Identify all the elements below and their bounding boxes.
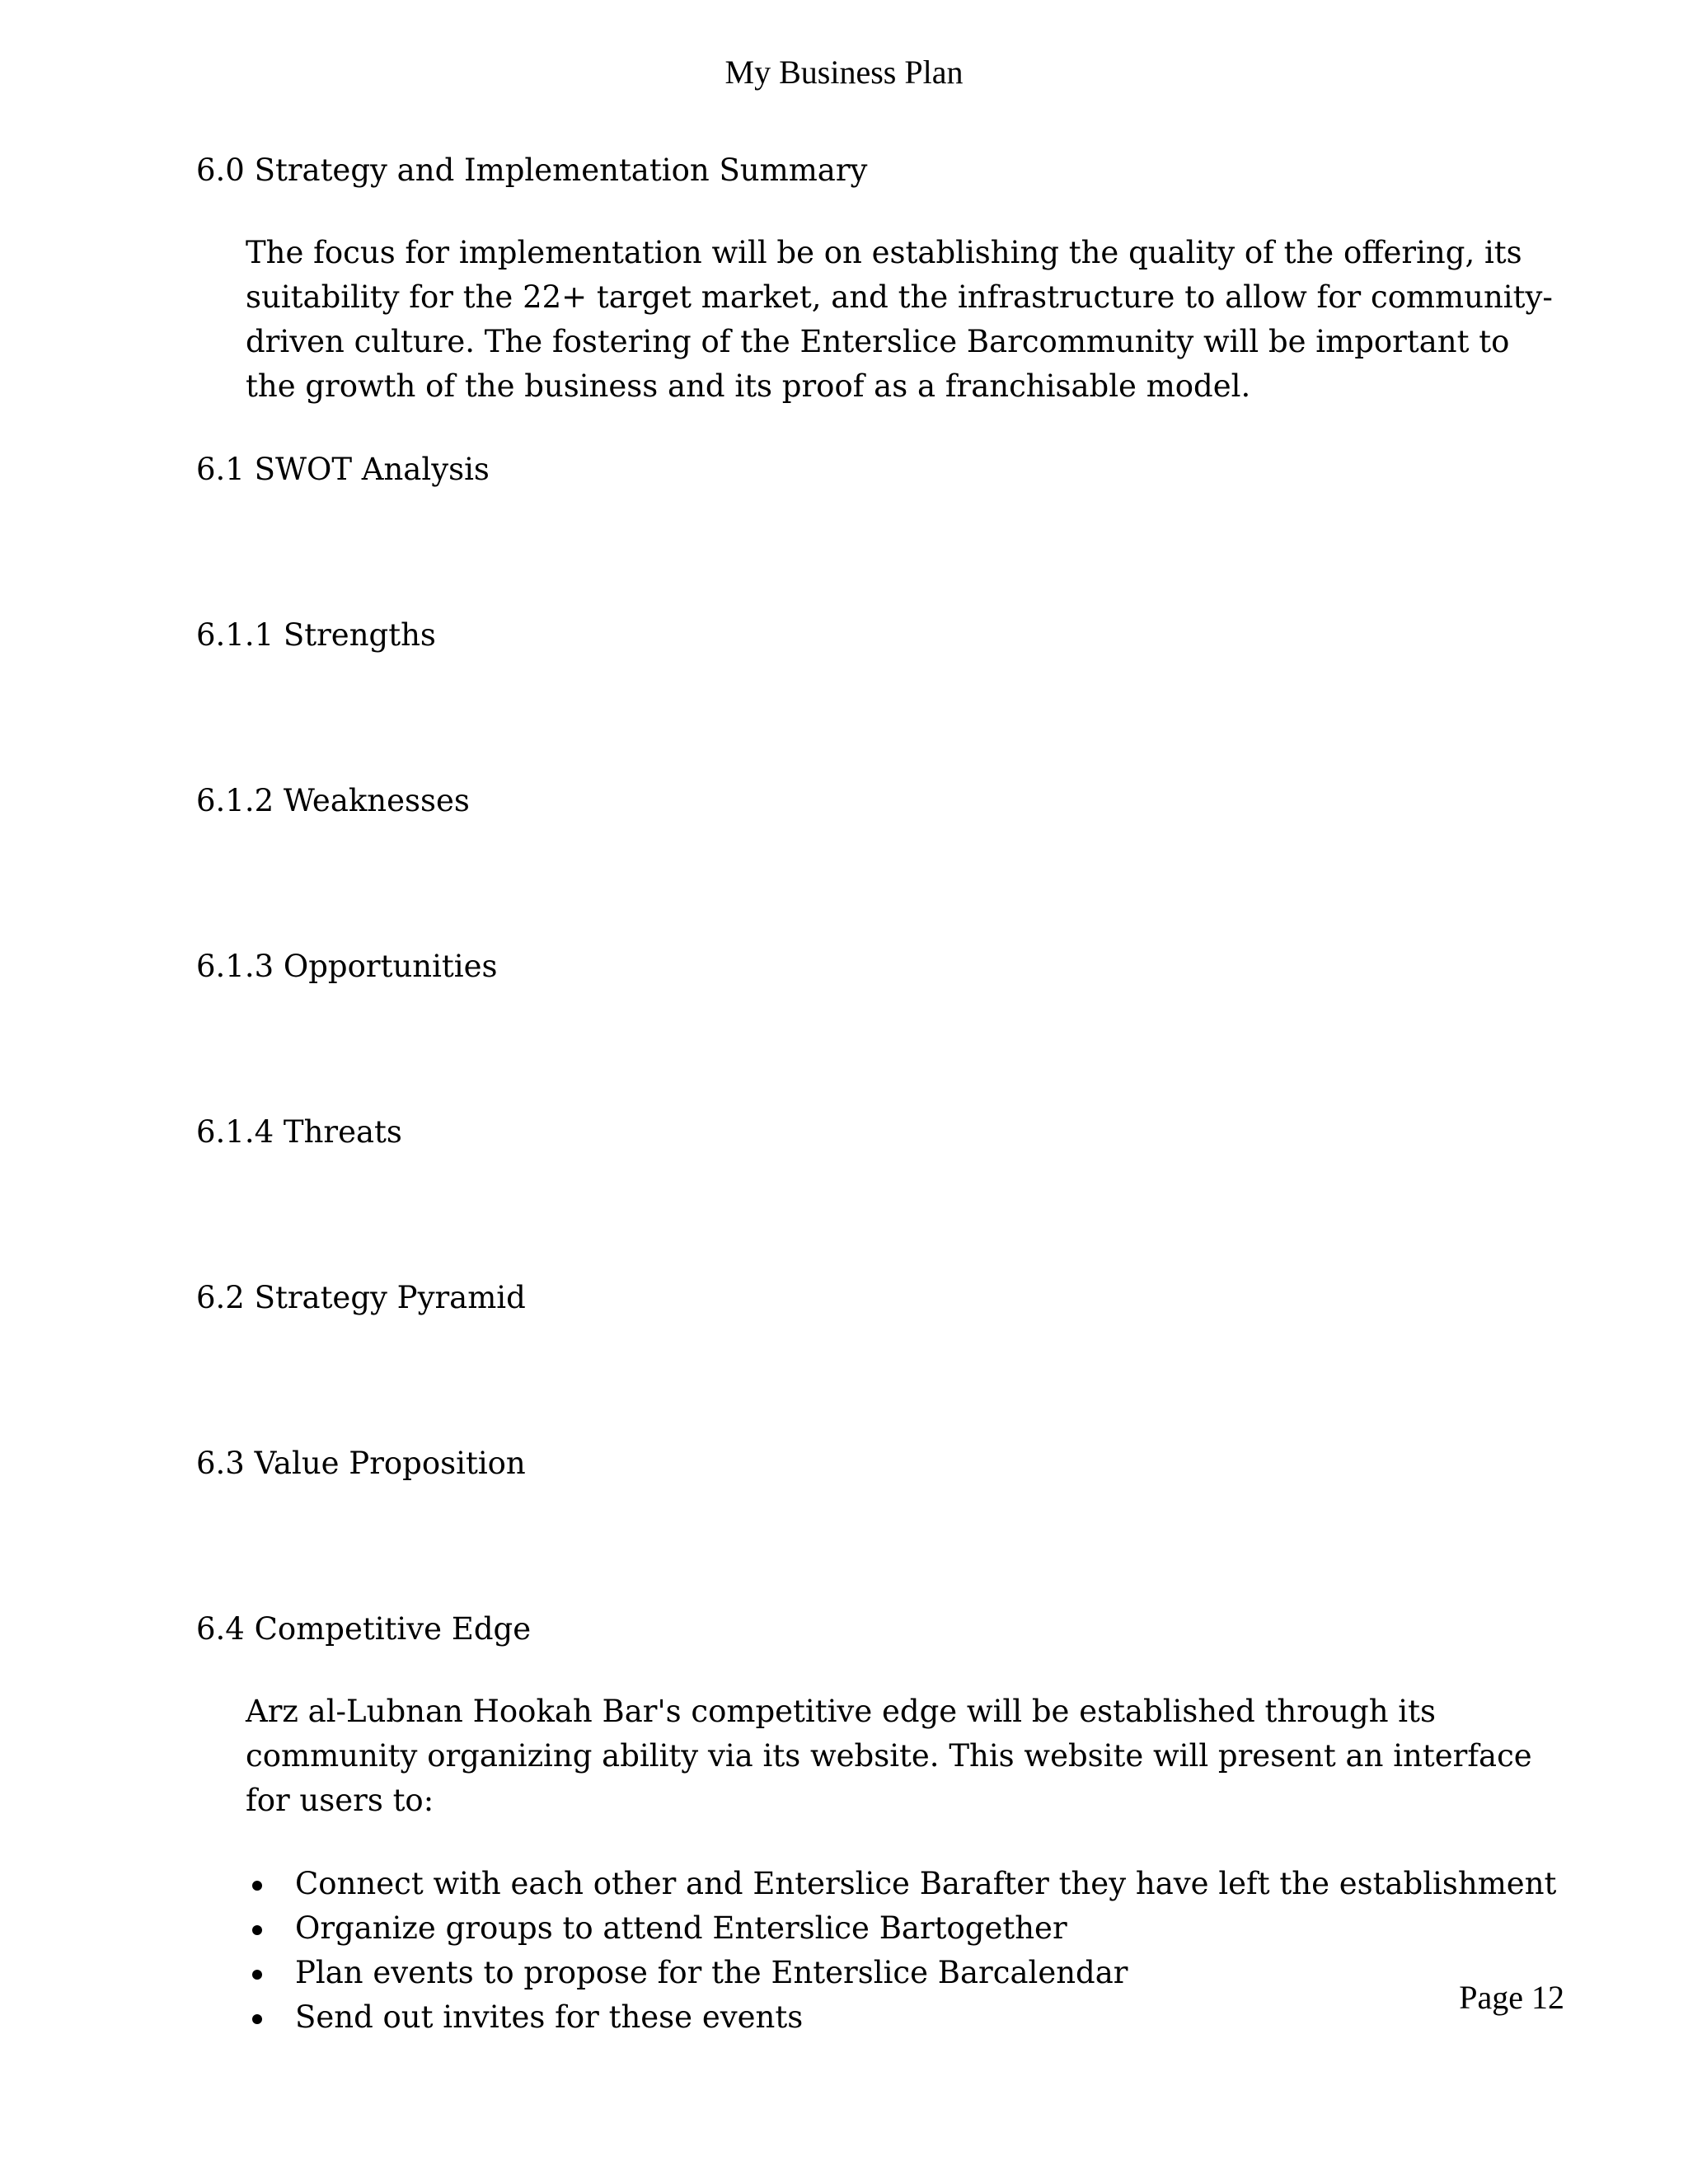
list-item-text: Connect with each other and Enterslice Barafter they have left the establishment <box>295 1866 1557 1901</box>
section-heading-6-0: 6.0 Strategy and Implementation Summary <box>196 152 868 188</box>
document-body <box>196 148 1564 2040</box>
section-paragraph-6-0: The focus for implementation will be on establishing the quality of the offering, its suitability for the 22+ target market, and the infrastructure to allow for community-driven culture. The fostering of the Enterslice Barcommunity will be important to the growth of the business and its proof as a franchisable model. <box>246 235 1553 404</box>
section-heading-6-2: 6.2 Strategy Pyramid <box>196 1280 526 1315</box>
page-number: Page 12 <box>1459 1979 1564 2016</box>
list-item <box>246 1951 1564 1995</box>
list-item-text: Plan events to propose for the Enterslice Barcalendar <box>295 1955 1128 1990</box>
competitive-edge-list <box>196 1862 1564 2040</box>
section-heading-6-1-1: 6.1.1 Strengths <box>196 617 436 653</box>
section-heading-6-1-2: 6.1.2 Weaknesses <box>196 783 470 818</box>
list-item <box>246 1906 1564 1951</box>
section-paragraph-6-4: Arz al-Lubnan Hookah Bar's competitive edge will be established through its community organizing ability via its website. This website will present an interface for users to: <box>246 1694 1532 1818</box>
section-heading-6-1-3: 6.1.3 Opportunities <box>196 949 498 984</box>
section-heading-6-4: 6.4 Competitive Edge <box>196 1611 532 1647</box>
bullet-icon <box>252 1881 262 1891</box>
list-item-text: Organize groups to attend Enterslice Bartogether <box>295 1910 1067 1946</box>
bullet-icon <box>252 1970 262 1980</box>
section-heading-6-1-4: 6.1.4 Threats <box>196 1114 402 1150</box>
list-item-text: Send out invites for these events <box>295 1999 804 2035</box>
section-heading-6-3: 6.3 Value Proposition <box>196 1446 526 1481</box>
section-heading-6-1: 6.1 SWOT Analysis <box>196 452 490 487</box>
page-header-title: My Business Plan <box>724 54 964 91</box>
list-item <box>246 1995 1564 2040</box>
bullet-icon <box>252 2014 262 2024</box>
list-item <box>246 1862 1564 1906</box>
bullet-icon <box>252 1925 262 1935</box>
